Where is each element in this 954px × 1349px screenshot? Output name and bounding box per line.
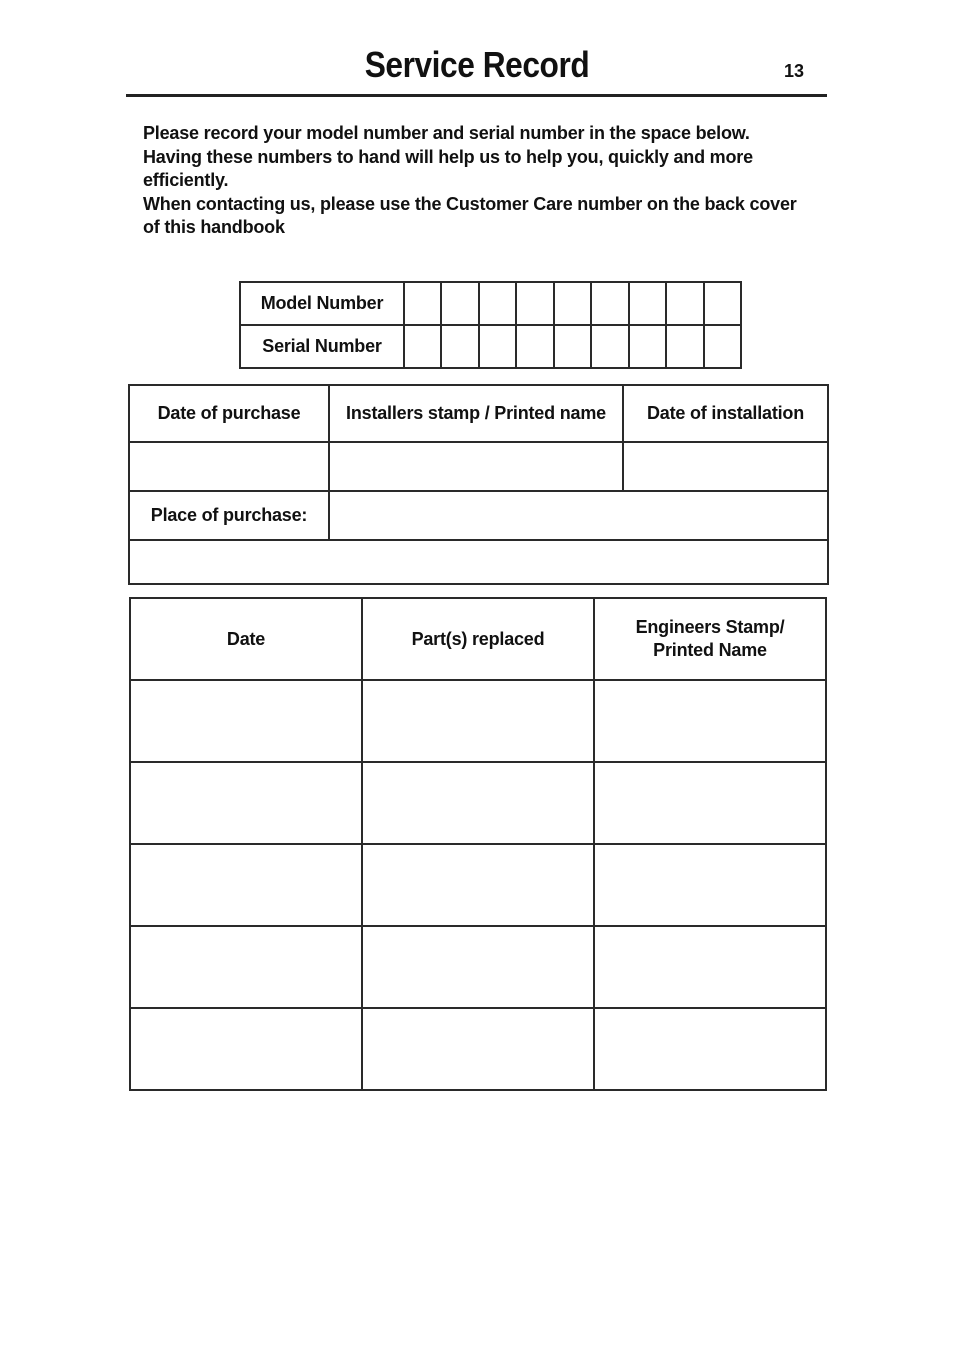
serial-number-box[interactable] (629, 325, 666, 368)
model-number-box[interactable] (666, 282, 703, 325)
place-of-purchase-extra-field[interactable] (129, 540, 828, 584)
parts-replaced-field[interactable] (362, 844, 594, 926)
serial-number-box[interactable] (516, 325, 553, 368)
serial-number-box[interactable] (441, 325, 478, 368)
date-column-header: Date (130, 598, 362, 680)
place-of-purchase-field[interactable] (329, 491, 828, 540)
model-number-row (240, 282, 741, 325)
engineers-stamp-field[interactable] (594, 1008, 826, 1090)
date-of-installation-header: Date of installation (623, 385, 828, 442)
service-header-row (130, 598, 826, 680)
intro-paragraph: When contacting us, please use the Customer Care number on the back cover of this handbook (143, 193, 797, 237)
serial-number-label: Serial Number (240, 325, 404, 368)
engineers-stamp-header-line: Printed Name (653, 640, 767, 660)
service-date-field[interactable] (130, 844, 362, 926)
service-entry-row (130, 680, 826, 762)
service-record-table (129, 597, 827, 1091)
parts-replaced-column-header: Part(s) replaced (362, 598, 594, 680)
installers-stamp-header: Installers stamp / Printed name (329, 385, 623, 442)
serial-number-box[interactable] (554, 325, 591, 368)
model-number-box[interactable] (404, 282, 441, 325)
title-divider (126, 94, 827, 97)
serial-number-box[interactable] (404, 325, 441, 368)
engineers-stamp-field[interactable] (594, 844, 826, 926)
model-number-box[interactable] (516, 282, 553, 325)
model-serial-table (239, 281, 742, 369)
model-number-box[interactable] (479, 282, 516, 325)
parts-replaced-field[interactable] (362, 762, 594, 844)
model-number-box[interactable] (554, 282, 591, 325)
service-entry-row (130, 844, 826, 926)
date-of-purchase-header: Date of purchase (129, 385, 329, 442)
model-number-box[interactable] (591, 282, 628, 325)
engineers-stamp-header-line: Engineers Stamp/ (635, 617, 785, 637)
parts-replaced-field[interactable] (362, 926, 594, 1008)
service-date-field[interactable] (130, 1008, 362, 1090)
place-of-purchase-label: Place of purchase: (129, 491, 329, 540)
intro-text (143, 122, 803, 240)
model-number-label: Model Number (240, 282, 404, 325)
parts-replaced-field[interactable] (362, 1008, 594, 1090)
engineers-stamp-field[interactable] (594, 762, 826, 844)
place-of-purchase-extra-row (129, 540, 828, 584)
date-of-purchase-field[interactable] (129, 442, 329, 491)
model-number-box[interactable] (441, 282, 478, 325)
serial-number-row (240, 325, 741, 368)
page-title: Service Record (364, 44, 590, 85)
service-date-field[interactable] (130, 680, 362, 762)
date-of-installation-field[interactable] (623, 442, 828, 491)
service-date-field[interactable] (130, 762, 362, 844)
service-date-field[interactable] (130, 926, 362, 1008)
purchase-entry-row (129, 442, 828, 491)
parts-replaced-field[interactable] (362, 680, 594, 762)
serial-number-box[interactable] (479, 325, 516, 368)
installers-stamp-field[interactable] (329, 442, 623, 491)
service-entry-row (130, 1008, 826, 1090)
service-entry-row (130, 762, 826, 844)
page-number: 13 (784, 61, 805, 81)
model-number-box[interactable] (704, 282, 742, 325)
serial-number-box[interactable] (666, 325, 703, 368)
service-entry-row (130, 926, 826, 1008)
engineers-stamp-field[interactable] (594, 926, 826, 1008)
serial-number-box[interactable] (704, 325, 742, 368)
serial-number-box[interactable] (591, 325, 628, 368)
purchase-header-row (129, 385, 828, 442)
place-of-purchase-row (129, 491, 828, 540)
engineers-stamp-column-header (594, 598, 826, 680)
intro-paragraph: Please record your model number and serial number in the space below. Having these numbers to hand will help us to help you, quickly and more efficiently. (143, 123, 753, 190)
engineers-stamp-field[interactable] (594, 680, 826, 762)
purchase-table (128, 384, 829, 585)
model-number-box[interactable] (629, 282, 666, 325)
